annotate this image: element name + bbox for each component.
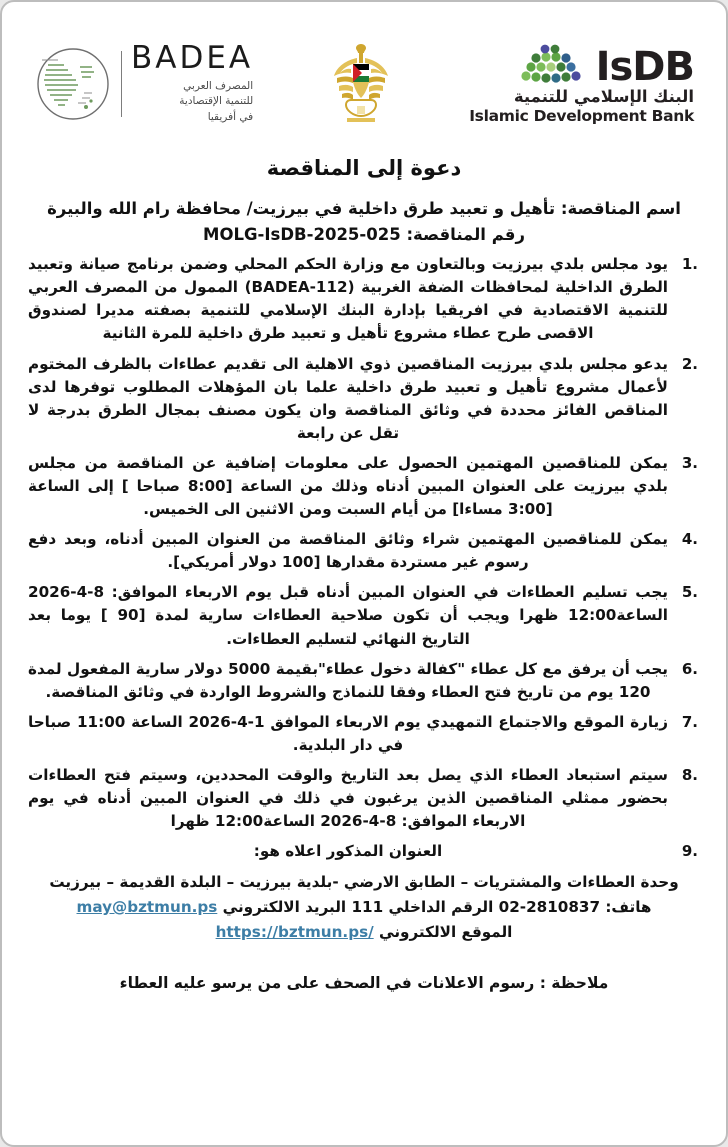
isdb-acronym: IsDB (595, 43, 694, 90)
extension-value: 111 (351, 898, 384, 916)
tender-name-value: تأهيل و تعبيد طرق داخلية في بيرزيت/ محافظة رام الله والبيرة (47, 199, 556, 218)
address-line: وحدة العطاءات والمشتريات – الطابق الارضي -بلدية بيرزيت – البلدة القديمة – بيرزيت (49, 873, 679, 892)
footer-note: ملاحظة : رسوم الاعلانات في الصحف على من يرسو عليه العطاء (119, 974, 609, 993)
badea-globe-icon (34, 45, 112, 123)
badea-arabic-line-2: للتنمية الإقتصادية (179, 95, 254, 108)
website-line (28, 920, 700, 945)
badea-logo (34, 40, 254, 125)
logo-header (28, 20, 700, 142)
badea-arabic-line-3: في أفريقيا (207, 110, 254, 123)
isdb-english-name: Islamic Development Bank (469, 106, 694, 125)
clause-item: يجب أن يرفق مع كل عطاء "كفالة دخول عطاء"بقيمة 5000 دولار سارية المفعول لمدة 120 يوم من تاريخ فتح العطاء وفقا للنماذج والشروط الواردة في وثائق المناقصة. (28, 659, 668, 701)
isdb-arabic-name: البنك الإسلامي للتنمية (513, 86, 694, 106)
clause-item: يجب تسليم العطاءات في العنوان المبين أدناه قبل يوم الاربعاء الموافق: 8-4-2026 الساعة12:00 ظهرا ويجب أن تكون صلاحية العطاءات سارية لمدة [90 ] يوما بعد التاريخ النهائي لتسليم العطاءات. (28, 583, 668, 648)
phone-label: هاتف: (605, 898, 652, 916)
tender-name-line (28, 196, 700, 222)
contact-line (28, 895, 700, 920)
clause-item: زيارة الموقع والاجتماع التمهيدي يوم الاربعاء الموافق 1-4-2026 الساعة 11:00 صباحا في دار البلدية. (28, 712, 668, 754)
badea-arabic-line-1: المصرف العربي (183, 80, 254, 93)
clause-item: يمكن للمناقصين المهتمين الحصول على معلومات إضافية عن المناقصة من مجلس بلدي بيرزيت على العنوان المبين أدناه وذلك من الساعة [8:00 صباحا ] إلى الساعة [3:00 مساءا] من أيام السبت ومن الاثنين الى الخميس. (28, 453, 668, 519)
palestinian-eagle-icon (331, 40, 391, 128)
clause-item: يمكن للمناقصين المهتمين شراء وثائق المناقصة من العنوان المبين أدناه، وبعد دفع رسوم غير مستردة مقدارها [100 دولار أمريكي]. (28, 530, 668, 572)
tender-name-label: اسم المناقصة: (560, 199, 681, 218)
email-link[interactable]: may@bztmun.ps (76, 898, 218, 916)
email-label: البريد الالكتروني (222, 898, 347, 916)
badea-divider (121, 51, 122, 117)
page-title: دعوة إلى المناقصة (266, 156, 462, 180)
clause-list (28, 253, 700, 863)
isdb-dome-icon (516, 44, 590, 86)
tender-number-line (28, 222, 700, 248)
tender-number-value: MOLG-IsDB-2025-025 (203, 224, 401, 244)
phone-value: 02-2810837 (498, 898, 601, 916)
website-label: الموقع الالكتروني (378, 922, 513, 941)
extension-label: الرقم الداخلي (388, 898, 494, 916)
clause-item: سيتم استبعاد العطاء الذي يصل بعد التاريخ والوقت المحددين، وسيتم فتح العطاءات بحضور ممثلي المناقصين الذين يرغبون في ذلك في العنوان المبين أدناه في يوم الاربعاء الموافق: 8-4-2026 الساعة12:00 ظهرا (28, 766, 668, 831)
badea-acronym: BADEA (131, 40, 254, 77)
page-inner (2, 2, 726, 1002)
isdb-logo (469, 44, 694, 125)
address-block (28, 870, 700, 944)
clause-item: يدعو مجلس بلدي بيرزيت المناقصين ذوي الاهلية الى تقديم عطاءات بالظرف المختوم لأعمال مشروع تأهيل و تعبيد طرق داخلية علما بان المؤهلات المطلوب توفرها لدى المناقص الفائز محددة في وثائق المناقصة وان يكون مصنف بمجال الطرق بدرجة لا تقل عن رابعة (28, 354, 668, 442)
website-link[interactable]: https://bztmun.ps/ (215, 922, 374, 941)
clause-item: يود مجلس بلدي بيرزيت وبالتعاون مع وزارة الحكم المحلي وضمن برنامج صيانة وتعبيد الطرق الداخلية لمحافظات الضفة الغربية (BADEA-112) الممول من المصرف العربي للتنمية الاقتصادية في افريقيا بإدارة البنك الإسلامي للتنمية بصفته مديرا لصندوق الاقصى طرح عطاء مشروع تأهيل و تعبيد طرق داخلية للمرة الثانية (28, 255, 669, 343)
clause-item: العنوان المذكور اعلاه هو: (253, 842, 443, 861)
palestine-emblem (331, 40, 391, 128)
tender-number-label: رقم المناقصة: (406, 224, 525, 244)
